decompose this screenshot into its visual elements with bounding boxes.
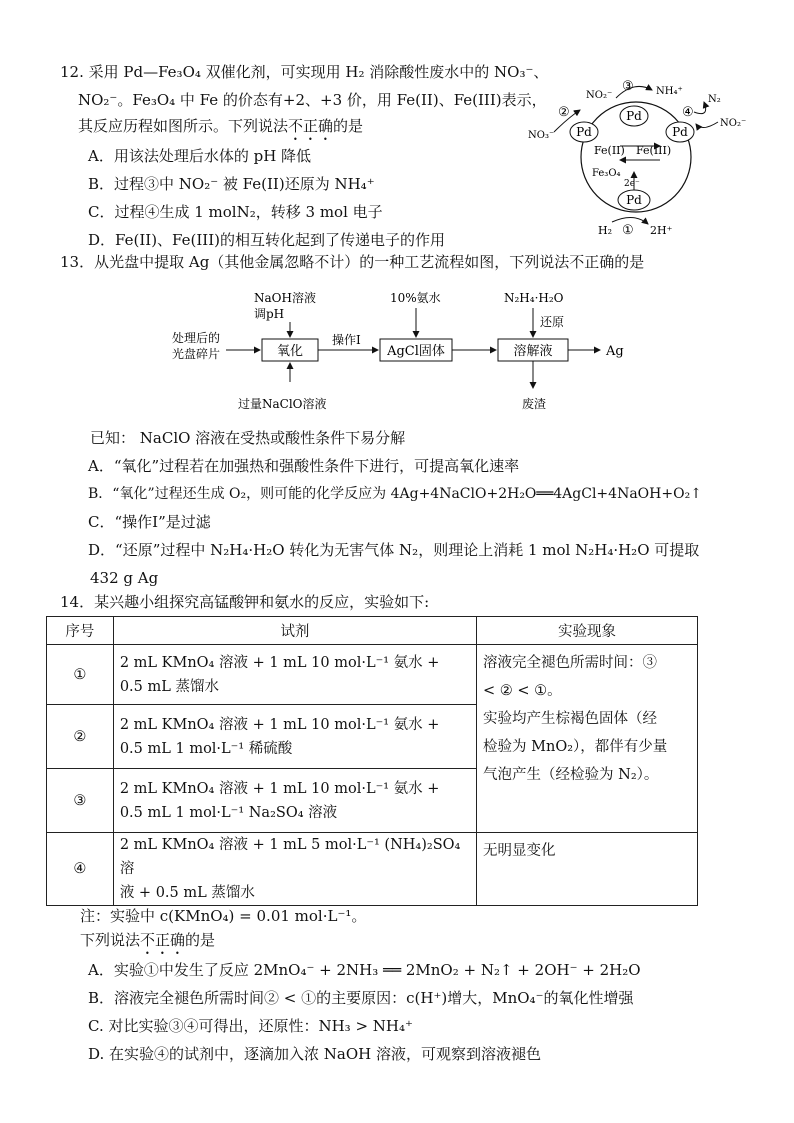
h2-label: H₂ xyxy=(598,224,613,237)
observation-line: 检验为 MnO₂），都伴有少量 xyxy=(483,739,668,755)
pd-label: Pd xyxy=(672,125,688,139)
fe2-label: Fe(II) xyxy=(594,144,625,157)
q13-flowchart xyxy=(160,284,640,420)
waste-label: 废渣 xyxy=(522,397,547,411)
q14-note: 注：实验中 c(KMnO₄) = 0.01 mol·L⁻¹。 xyxy=(80,907,367,925)
feed-label-line1: 处理后的 xyxy=(172,331,221,345)
q14-ask-text: 下列说法 xyxy=(80,931,141,949)
electron-label: 2e⁻ xyxy=(624,179,640,189)
q13-known: 已知： NaClO 溶液在受热或酸性条件下易分解 xyxy=(90,429,406,447)
reduce-label: 还原 xyxy=(540,315,565,329)
q14-emphasis-text: 不正确 xyxy=(140,931,186,949)
naoh-label: NaOH溶液 xyxy=(254,291,316,305)
pd-label: Pd xyxy=(576,125,592,139)
table-header-row xyxy=(47,617,698,645)
reagent-line: 0.5 mL 1 mol·L⁻¹ Na₂SO₄ 溶液 xyxy=(119,804,338,821)
row-number: ④ xyxy=(47,833,114,906)
observation-cell-4 xyxy=(477,833,698,906)
reagent-line: 2 mL KMnO₄ 溶液 + 1 mL 5 mol·L⁻¹ (NH₄)₂SO₄ 溶 xyxy=(119,837,461,877)
pd-label: Pd xyxy=(626,193,642,207)
col-header-observation: 实验现象 xyxy=(477,617,698,645)
q13-option-d: D．“还原”过程中 N₂H₄·H₂O 转化为无害气体 N₂，则理论上消耗 1 mol N₂H₄·H₂O 可提取 xyxy=(88,541,700,559)
col-header-reagent: 试剂 xyxy=(113,617,476,645)
q12-stem-line3 xyxy=(78,116,363,144)
observation-line: 实验均产生棕褐色固体（经 xyxy=(483,711,658,727)
q13-option-c: C．“操作I”是过滤 xyxy=(88,513,211,531)
reagent-line: 2 mL KMnO₄ 溶液 + 1 mL 10 mol·L⁻¹ 氨水 + xyxy=(119,716,440,733)
row-number: ③ xyxy=(47,769,114,833)
arrow-step4-n2 xyxy=(694,102,706,114)
hydrazine-label: N₂H₄·H₂O xyxy=(504,291,564,305)
q13-option-d-cont: 432 g Ag xyxy=(90,569,159,587)
reagent-line: 2 mL KMnO₄ 溶液 + 1 mL 10 mol·L⁻¹ 氨水 + xyxy=(119,780,440,797)
reagent-line: 液 + 0.5 mL 蒸馏水 xyxy=(119,885,255,901)
q12-stem-line1: 12. 采用 Pd—Fe₃O₄ 双催化剂，可实现用 H₂ 消除酸性废水中的 NO₃⁻、 xyxy=(60,63,549,81)
q13-option-b: B．“氧化”过程还生成 O₂，则可能的化学反应为 4Ag+4NaClO+2H₂O══4AgCl+4NaOH+O₂↑ xyxy=(88,486,702,502)
agcl-label: AgCl固体 xyxy=(387,344,445,359)
n2-label: N₂ xyxy=(708,94,721,105)
q13-stem: 13．从光盘中提取 Ag（其他金属忽略不计）的一种工艺流程如图，下列说法不正确的是 xyxy=(60,253,645,271)
q12-emphasis-text: 不正确 xyxy=(288,117,334,135)
naclo-label: 过量NaClO溶液 xyxy=(238,397,327,411)
ag-product-label: Ag xyxy=(606,344,624,359)
col-header-number: 序号 xyxy=(47,617,114,645)
q14-stem: 14．某兴趣小组探究高锰酸钾和氨水的反应，实验如下: xyxy=(60,593,430,611)
no3-label: NO₃⁻ xyxy=(528,130,555,141)
row-number: ② xyxy=(47,705,114,769)
reagent-line: 0.5 mL 蒸馏水 xyxy=(119,678,219,695)
solution-label: 溶解液 xyxy=(513,344,553,359)
reagent-line: 0.5 mL 1 mol·L⁻¹ 稀硫酸 xyxy=(119,740,293,757)
no2-right-label: NO₂⁻ xyxy=(720,118,747,129)
q13-option-a: A．“氧化”过程若在加强热和强酸性条件下进行，可提高氧化速率 xyxy=(88,457,520,475)
q12-stem-text: 其反应历程如图所示。下列说法 xyxy=(78,117,289,135)
q12-catalyst-diagram xyxy=(524,72,764,242)
q14-ask xyxy=(80,930,215,958)
step-3-label: ③ xyxy=(622,79,634,94)
step-1-label: ① xyxy=(622,223,634,238)
nh4-label: NH₄⁺ xyxy=(656,86,683,97)
reagent-cell xyxy=(113,769,476,833)
observation-cell-common xyxy=(477,645,698,833)
q12-stem-line2: NO₂⁻。Fe₃O₄ 中 Fe 的价态有+2、+3 价，用 Fe(II)、Fe(III)表示， xyxy=(78,91,547,109)
q12-option-d: D．Fe(II)、Fe(III)的相互转化起到了传递电子的作用 xyxy=(88,231,445,249)
q14-experiment-table xyxy=(46,616,698,906)
reagent-line: 2 mL KMnO₄ 溶液 + 1 mL 10 mol·L⁻¹ 氨水 + xyxy=(119,654,440,671)
ammonia-label: 10%氨水 xyxy=(390,291,441,305)
observation-line: < ② < ①。 xyxy=(483,683,562,699)
row-number: ① xyxy=(47,645,114,705)
oxidation-label: 氧化 xyxy=(276,344,304,359)
feed-label-line2: 光盘碎片 xyxy=(172,347,221,361)
h-plus-label: 2H⁺ xyxy=(650,224,673,237)
reagent-cell xyxy=(113,833,476,906)
q14-option-d: D. 在实验④的试剂中，逐滴加入浓 NaOH 溶液，可观察到溶液褪色 xyxy=(88,1045,542,1063)
ph-label: 调pH xyxy=(254,307,285,321)
op1-label: 操作I xyxy=(332,333,361,347)
table-row xyxy=(47,833,698,906)
observation-line: 气泡产生（经检验为 N₂）。 xyxy=(483,767,659,783)
reagent-cell xyxy=(113,705,476,769)
q14-option-a: A．实验①中发生了反应 2MnO₄⁻ + 2NH₃ ══ 2MnO₂ + N₂↑ + 2OH⁻ + 2H₂O xyxy=(88,961,641,979)
observation-line: 无明显变化 xyxy=(483,843,556,859)
q12-option-a: A．用该法处理后水体的 pH 降低 xyxy=(88,147,312,165)
pd-label: Pd xyxy=(626,109,642,123)
observation-line: 溶液完全褪色所需时间：③ xyxy=(483,655,658,671)
reagent-cell xyxy=(113,645,476,705)
q12-stem-text-end: 的是 xyxy=(333,117,364,135)
no2-label: NO₂⁻ xyxy=(586,90,613,101)
arrow-step4-in xyxy=(696,122,718,128)
step-4-label: ④ xyxy=(682,105,694,120)
q14-option-c: C. 对比实验③④可得出，还原性：NH₃ > NH₄⁺ xyxy=(88,1017,413,1035)
table-row xyxy=(47,645,698,705)
fe3o4-label: Fe₃O₄ xyxy=(592,168,621,179)
q12-option-b: B．过程③中 NO₂⁻ 被 Fe(II)还原为 NH₄⁺ xyxy=(88,175,375,193)
q14-option-b: B．溶液完全褪色所需时间② < ①的主要原因：c(H⁺)增大，MnO₄⁻的氧化性增强 xyxy=(88,989,634,1007)
q12-option-c: C．过程④生成 1 molN₂，转移 3 mol 电子 xyxy=(88,203,383,221)
step-2-label: ② xyxy=(558,105,570,120)
fe3-label: Fe(III) xyxy=(636,144,672,157)
q14-ask-text-end: 的是 xyxy=(185,931,216,949)
